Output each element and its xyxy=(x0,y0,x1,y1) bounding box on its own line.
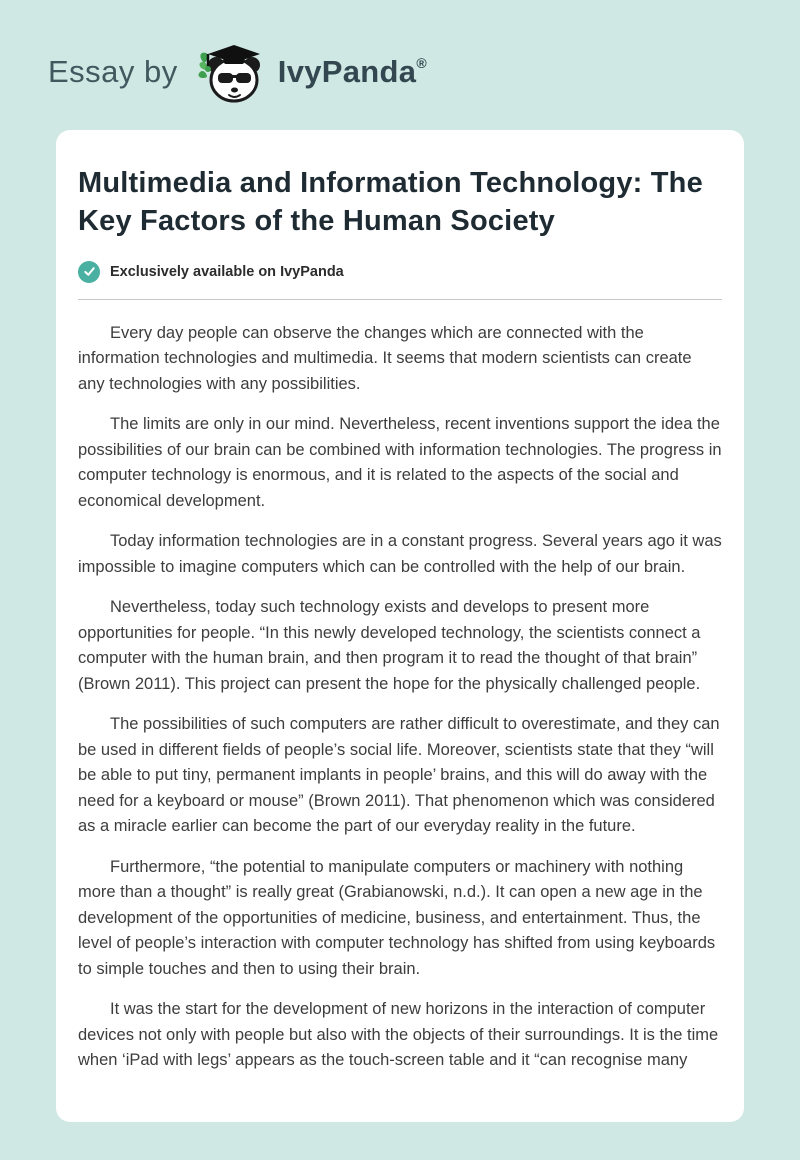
essay-paragraph: Furthermore, “the potential to manipulate computers or machinery with nothing more than a thought” is really great (Grabianowski, n.d.). It can open a new age in the development of the opportunities of medicine, business, and entertainment. Thus, the level of people’s interaction with computer technology has shifted from using keyboards to simple touches and then to using their brain. xyxy=(78,857,716,978)
essay-paragraph: It was the start for the development of new horizons in the interaction of computer devices not only with people but also with the objects of their surroundings. It is the time when ‘iPad with legs’ appears as the touch-screen table and it “can recognise many xyxy=(78,1000,719,1070)
registered-mark: ® xyxy=(416,55,427,71)
page-header xyxy=(0,0,800,104)
brand-text: IvyPanda xyxy=(277,54,417,89)
essay-paragraph: Every day people can observe the changes which are connected with the information technologies and multimedia. It seems that modern scientists can create any technologies with any possibilities. xyxy=(78,323,692,393)
essay-card xyxy=(56,130,744,1122)
brand-name xyxy=(278,54,427,90)
availability-row xyxy=(78,261,722,283)
essay-paragraph: Today information technologies are in a constant progress. Several years ago it was impossible to imagine computers which can be controlled with the help of our brain. xyxy=(78,532,722,576)
essay-body xyxy=(78,321,722,1074)
essay-paragraph: Nevertheless, today such technology exists and develops to present more opportunities for people. “In this newly developed technology, the scientists connect a computer with the human brain, and then program it to read the thought of that brain” (Brown 2011). This project can present the hope for the physically challenged people. xyxy=(78,598,701,693)
essay-paragraph: The limits are only in our mind. Nevertheless, recent inventions support the idea the possibilities of our brain can be combined with information technologies. The progress in computer technology is enormous, and it is related to the aspects of the social and economical development. xyxy=(78,415,722,510)
essay-by-label: Essay by xyxy=(48,54,178,89)
check-icon xyxy=(78,261,100,283)
essay-paragraph: The possibilities of such computers are rather difficult to overestimate, and they can be used in different fields of people’s social life. Moreover, scientists state that they “will be able to put tiny, permanent implants in people’ brains, and this will do away with the need for a keyboard or mouse” (Brown 2011). That phenomenon which was considered as a miracle earlier can become the part of our everyday reality in the future. xyxy=(78,715,720,836)
availability-label: Exclusively available on IvyPanda xyxy=(110,263,344,280)
panda-graduate-icon xyxy=(196,43,266,105)
essay-title: Multimedia and Information Technology: The Key Factors of the Human Society xyxy=(78,167,703,238)
divider xyxy=(78,299,722,300)
